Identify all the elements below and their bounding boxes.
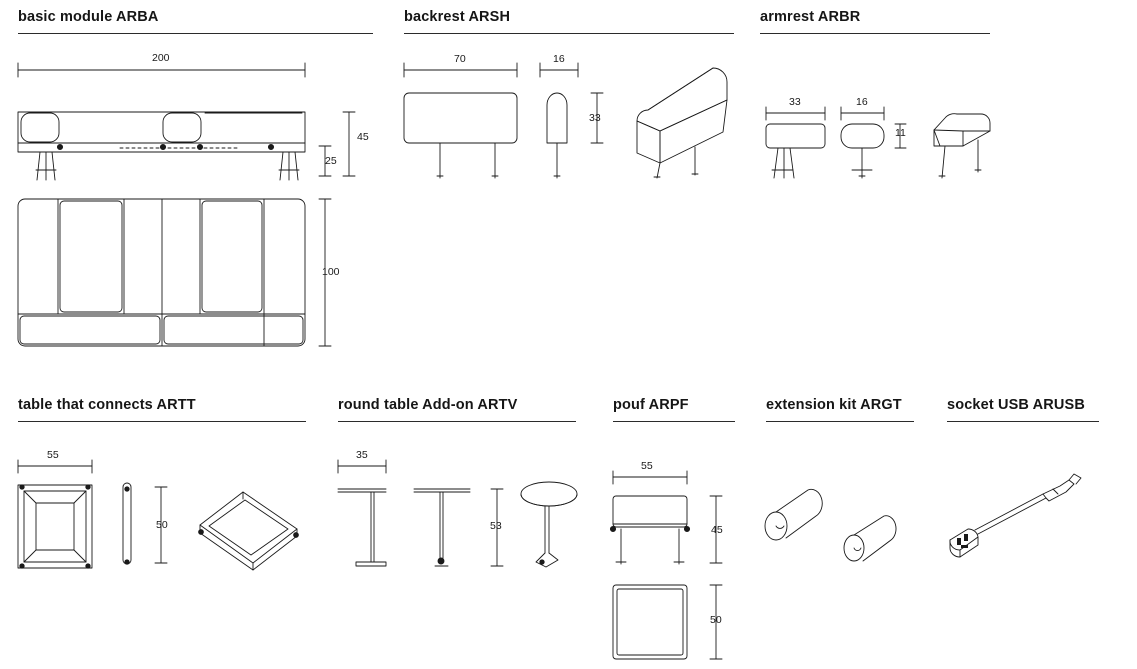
section-title-artv: round table Add-on ARTV bbox=[338, 397, 518, 413]
section-title-arbr: armrest ARBR bbox=[760, 9, 861, 25]
fig-arba-top-view bbox=[18, 199, 305, 346]
section-rule-arsh bbox=[404, 33, 734, 34]
dim-arsh-height33: 33 bbox=[589, 112, 601, 124]
dim-arpf-width55: 55 bbox=[641, 460, 653, 472]
fig-arsh-front-view bbox=[404, 93, 517, 178]
fig-arusb-socket bbox=[950, 529, 978, 557]
dimline-arsh-70 bbox=[404, 63, 517, 77]
fig-artv-perspective bbox=[521, 482, 577, 567]
dim-arba-height25: 25 bbox=[325, 155, 337, 167]
dimline-arba-200 bbox=[18, 63, 305, 77]
fig-arbr-perspective bbox=[934, 114, 990, 178]
fig-arusb-cable bbox=[975, 474, 1081, 534]
dim-arbr-width33: 33 bbox=[789, 96, 801, 108]
dimline-arba-45 bbox=[343, 112, 355, 176]
dimline-artv-35 bbox=[338, 460, 386, 473]
fig-arpf-plan-view bbox=[613, 585, 687, 659]
section-title-arusb: socket USB ARUSB bbox=[947, 397, 1085, 413]
dim-artv-height53: 53 bbox=[490, 520, 502, 532]
dimline-arpf-55 bbox=[613, 471, 687, 484]
dim-artv-width35: 35 bbox=[356, 449, 368, 461]
dim-artt-height50: 50 bbox=[156, 519, 168, 531]
dimline-artt-55 bbox=[18, 460, 92, 473]
fig-artt-perspective bbox=[199, 492, 299, 570]
fig-artt-side-view bbox=[123, 483, 131, 564]
fig-artt-plan-view bbox=[18, 485, 92, 568]
fig-arba-front-view bbox=[18, 112, 305, 180]
section-rule-artv bbox=[338, 421, 576, 422]
dim-arbr-width16: 16 bbox=[856, 96, 868, 108]
section-rule-artt bbox=[18, 421, 306, 422]
dim-arsh-width70: 70 bbox=[454, 53, 466, 65]
section-rule-arusb bbox=[947, 421, 1099, 422]
fig-artv-side-view bbox=[338, 489, 386, 566]
section-title-arba: basic module ARBA bbox=[18, 9, 159, 25]
fig-argt-cylinder-1 bbox=[765, 489, 822, 540]
dim-arba-width: 200 bbox=[152, 52, 170, 64]
dim-artt-width55: 55 bbox=[47, 449, 59, 461]
dimline-arbr-16 bbox=[841, 107, 884, 120]
dim-arba-depth100: 100 bbox=[322, 266, 340, 278]
dimline-arsh-16 bbox=[540, 63, 578, 77]
section-title-arpf: pouf ARPF bbox=[613, 397, 689, 413]
dim-arpf-depth50: 50 bbox=[710, 614, 722, 626]
fig-arsh-side-view bbox=[547, 93, 567, 178]
dim-arbr-height11: 11 bbox=[895, 127, 906, 139]
fig-arpf-front-view bbox=[610, 496, 689, 564]
section-rule-arpf bbox=[613, 421, 735, 422]
dimline-arbr-33 bbox=[766, 107, 825, 120]
dim-arpf-height45: 45 bbox=[711, 524, 723, 536]
section-title-artt: table that connects ARTT bbox=[18, 397, 196, 413]
fig-artv-front-view bbox=[414, 489, 470, 566]
section-rule-arba bbox=[18, 33, 373, 34]
section-title-argt: extension kit ARGT bbox=[766, 397, 902, 413]
dim-arsh-width16: 16 bbox=[553, 53, 565, 65]
fig-argt-cylinder-2 bbox=[844, 516, 896, 561]
section-title-arsh: backrest ARSH bbox=[404, 9, 511, 25]
section-rule-argt bbox=[766, 421, 914, 422]
fig-arbr-top-view bbox=[766, 124, 825, 178]
section-rule-arbr bbox=[760, 33, 990, 34]
dim-arba-height45: 45 bbox=[357, 131, 369, 143]
fig-arbr-front-view bbox=[841, 124, 884, 178]
fig-arsh-perspective bbox=[637, 68, 727, 178]
